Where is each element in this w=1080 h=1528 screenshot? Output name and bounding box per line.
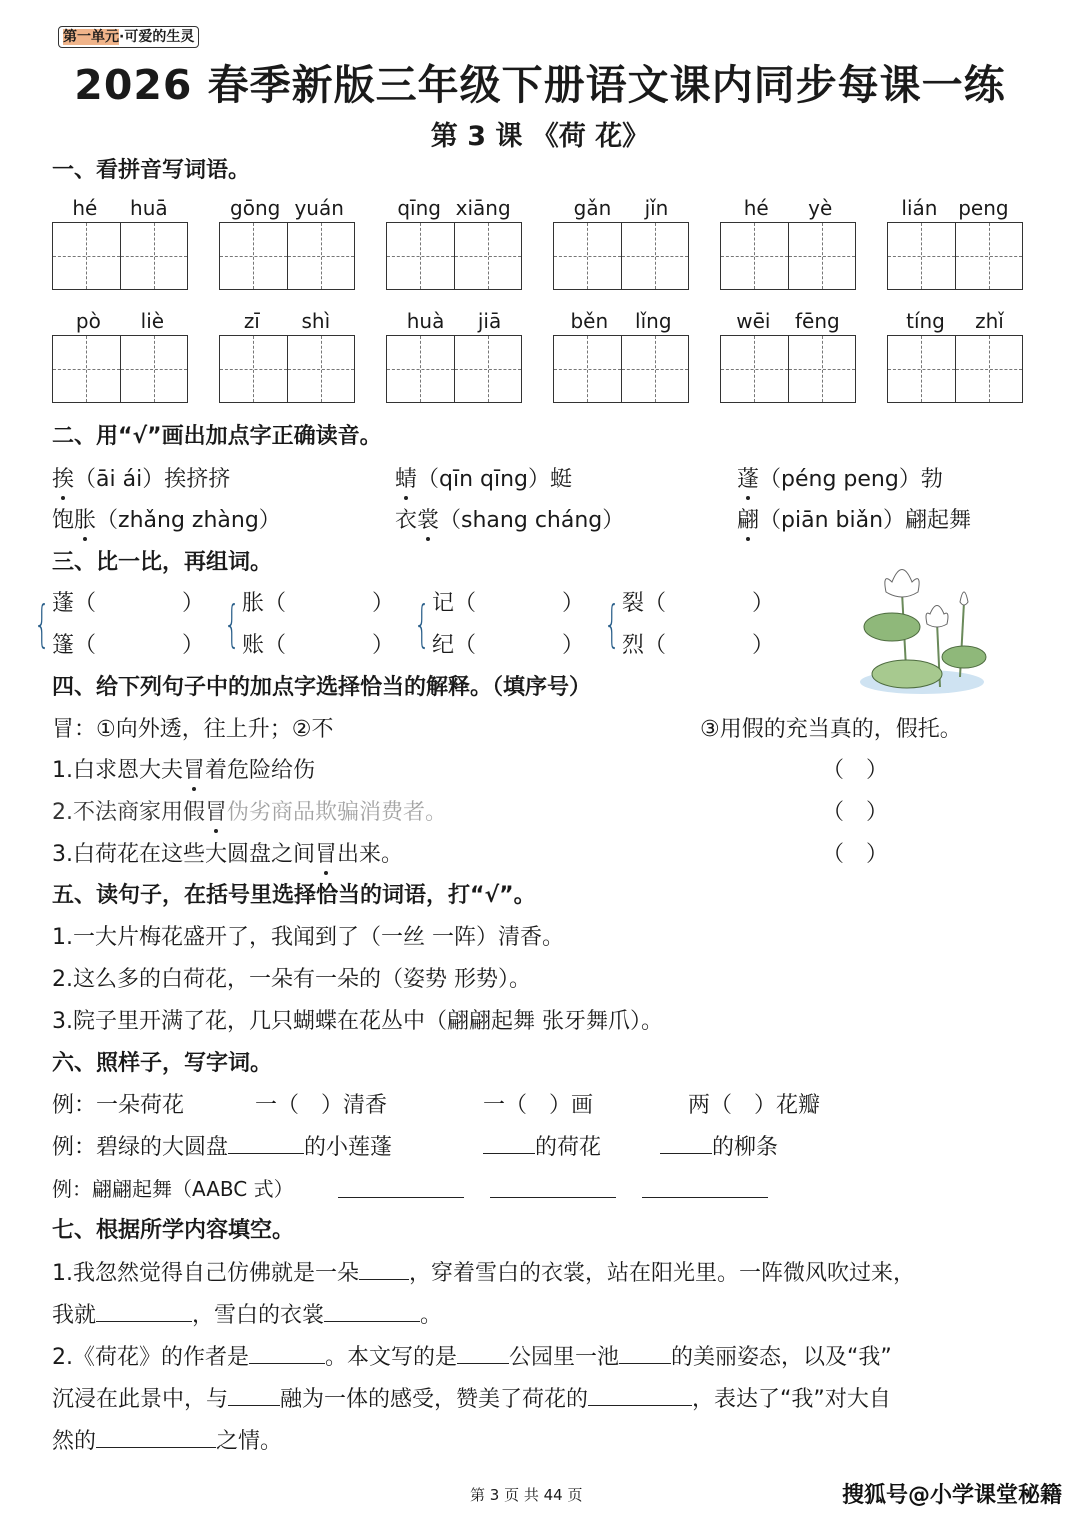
character-box[interactable] [53, 336, 120, 402]
answer-blank[interactable]: ） [562, 633, 585, 658]
pinyin-syllable: lǐng [635, 309, 672, 333]
page-title: 2026 春季新版三年级下册语文课内同步每课一练 [74, 61, 1006, 109]
blank[interactable] [228, 1132, 304, 1154]
pinyin-group [720, 194, 856, 290]
writing-boxes [553, 335, 689, 403]
writing-boxes [386, 222, 522, 290]
pinyin-syllable: qīng [397, 196, 441, 220]
pinyin [720, 194, 856, 222]
fill-item: 的柳条 [660, 1132, 778, 1163]
sentence-3: 3.院子里开满了花，几只蝴蝶在花丛中（翩翩起舞 张牙舞爪）。 [52, 1009, 663, 1034]
fill-item: 一（ ）画 [483, 1093, 594, 1118]
watermark: 搜狐号@小学课堂秘籍 [842, 1483, 1063, 1508]
pinyin [386, 194, 522, 222]
compare-char: 蓬（ [52, 591, 97, 616]
pinyin-group [720, 307, 856, 403]
unit-badge: 第一单元·可爱的生灵 [58, 26, 199, 48]
pronunciation-item: 衣裳（shang cháng） [395, 506, 624, 536]
compare-char: 篷（ [52, 633, 97, 658]
pinyin-syllable: yè [808, 196, 833, 220]
fill-line: 然的 之情。 [52, 1426, 282, 1457]
answer-blank[interactable]: （ ） [822, 842, 889, 867]
pinyin-syllable: huà [406, 309, 445, 333]
section-6-heading: 六、照样子，写字词。 [52, 1051, 273, 1076]
pinyin-group [52, 307, 188, 403]
blank[interactable] [96, 1426, 216, 1448]
pinyin [386, 307, 522, 335]
fill-item: 两（ ）花瓣 [688, 1093, 821, 1118]
pinyin-syllable: liè [140, 309, 165, 333]
character-box[interactable] [721, 336, 788, 402]
pronunciation-item: 翩（piān biǎn）翩起舞 [737, 506, 971, 536]
character-box[interactable] [287, 223, 355, 289]
pinyin [219, 194, 355, 222]
character-box[interactable] [888, 336, 955, 402]
writing-boxes [219, 222, 355, 290]
writing-boxes [52, 335, 188, 403]
pinyin-group [386, 307, 522, 403]
character-box[interactable] [387, 223, 454, 289]
pinyin-syllable: zhǐ [975, 309, 1004, 333]
character-box[interactable] [53, 223, 120, 289]
blank[interactable] [490, 1176, 616, 1198]
definition-right: ③用假的充当真的，假托。 [700, 717, 962, 742]
pinyin-syllable: wēi [736, 309, 771, 333]
character-box[interactable] [721, 223, 788, 289]
answer-blank[interactable]: ） [752, 591, 775, 616]
character-box[interactable] [955, 223, 1023, 289]
brace-icon: { [223, 595, 240, 653]
pinyin [720, 307, 856, 335]
answer-blank[interactable]: ） [752, 633, 775, 658]
character-box[interactable] [788, 336, 856, 402]
writing-boxes [720, 335, 856, 403]
pinyin-syllable: běn [570, 309, 609, 333]
pinyin-syllable: lián [901, 196, 938, 220]
writing-boxes [887, 222, 1023, 290]
character-box[interactable] [387, 336, 454, 402]
section-3-heading: 三、比一比，再组词。 [52, 550, 273, 575]
example-3: 例：翩翩起舞（AABC 式） [52, 1177, 294, 1201]
pinyin-syllable: yuán [294, 196, 344, 220]
pinyin-group [887, 194, 1023, 290]
writing-boxes [52, 222, 188, 290]
blank[interactable] [359, 1258, 409, 1280]
blank[interactable] [483, 1132, 535, 1154]
brace-icon: { [33, 595, 50, 653]
pinyin-group [52, 194, 188, 290]
writing-boxes [386, 335, 522, 403]
pinyin [887, 194, 1023, 222]
answer-blank[interactable]: ） [372, 633, 395, 658]
pinyin-syllable: shì [301, 309, 331, 333]
pronunciation-item: 蓬（péng peng）勃 [737, 465, 943, 495]
writing-boxes [553, 222, 689, 290]
character-box[interactable] [621, 223, 689, 289]
pinyin-syllable: fēng [795, 309, 840, 333]
example-2: 例：碧绿的大圆盘 的小莲蓬 [52, 1132, 392, 1163]
pinyin-group [553, 307, 689, 403]
lotus-illustration [852, 552, 987, 697]
character-box[interactable] [220, 223, 287, 289]
answer-blank[interactable]: ） [372, 591, 395, 616]
character-box[interactable] [621, 336, 689, 402]
fill-line: 2.《荷花》的作者是 。本文写的是 公园里一池 的美丽姿态，以及“我” [52, 1342, 892, 1373]
answer-blank[interactable]: （ ） [822, 800, 889, 825]
blank[interactable] [249, 1342, 325, 1364]
pinyin-group [887, 307, 1023, 403]
question-2: 2.不法商家用假冒伪劣商品欺骗消费者。 [52, 798, 447, 828]
pinyin-syllable: peng [958, 196, 1009, 220]
pinyin-syllable: huā [130, 196, 168, 220]
pinyin-syllable: hé [72, 196, 98, 220]
answer-blank[interactable]: ） [182, 633, 205, 658]
character-box[interactable] [120, 336, 188, 402]
answer-blank[interactable]: ） [562, 591, 585, 616]
blank[interactable] [338, 1176, 464, 1198]
sentence-1: 1.一大片梅花盛开了，我闻到了（一丝 一阵）清香。 [52, 925, 564, 950]
fill-line: 沉浸在此景中，与 融为一体的感受，赞美了荷花的 ，表达了“我”对大自 [52, 1384, 891, 1415]
compare-char: 烈（ [622, 633, 667, 658]
brace-icon: { [603, 595, 620, 653]
compare-char: 纪（ [432, 633, 477, 658]
pronunciation-item: 饱胀（zhǎng zhàng） [52, 506, 281, 536]
section-7-heading: 七、根据所学内容填空。 [52, 1218, 295, 1243]
blank[interactable] [619, 1342, 671, 1364]
pinyin [52, 194, 188, 222]
sentence-2: 2.这么多的白荷花，一朵有一朵的（姿势 形势）。 [52, 967, 531, 992]
pinyin [887, 307, 1023, 335]
blank[interactable] [642, 1176, 768, 1198]
answer-blank[interactable]: （ ） [822, 758, 889, 783]
character-box[interactable] [287, 336, 355, 402]
pronunciation-item: 挨（āi ái）挨挤挤 [52, 465, 230, 495]
writing-boxes [219, 335, 355, 403]
character-box[interactable] [454, 336, 522, 402]
fill-item: 的荷花 [483, 1132, 601, 1163]
pinyin-syllable: gǎn [573, 196, 612, 220]
fill-line: 我就 ，雪白的衣裳 。 [52, 1300, 442, 1331]
section-2-heading: 二、用“√”画出加点字正确读音。 [52, 424, 382, 449]
pinyin [52, 307, 188, 335]
blank[interactable] [228, 1384, 280, 1406]
pinyin-syllable: gōng [230, 196, 281, 220]
pinyin [553, 194, 689, 222]
blank[interactable] [96, 1300, 192, 1322]
fill-item: 一（ ）清香 [255, 1093, 388, 1118]
character-box[interactable] [220, 336, 287, 402]
blank[interactable] [324, 1300, 420, 1322]
character-box[interactable] [120, 223, 188, 289]
pinyin-syllable: zī [243, 309, 260, 333]
compare-char: 记（ [432, 591, 477, 616]
blank[interactable] [457, 1342, 509, 1364]
question-3: 3.白荷花在这些大圆盘之间冒出来。 [52, 840, 403, 870]
answer-blank[interactable]: ） [182, 591, 205, 616]
pinyin-group [386, 194, 522, 290]
section-4-heading: 四、给下列句子中的加点字选择恰当的解释。（填序号） [52, 675, 592, 700]
section-5-heading: 五、读句子，在括号里选择恰当的词语，打“√”。 [52, 883, 536, 908]
pinyin-syllable: jiā [477, 309, 502, 333]
pronunciation-item: 蜻（qīn qīng）蜓 [395, 465, 572, 495]
blank[interactable] [588, 1384, 692, 1406]
character-box[interactable] [788, 223, 856, 289]
pinyin-syllable: tíng [906, 309, 945, 333]
definition-left: 冒：①向外透，往上升；②不 [52, 717, 334, 742]
compare-char: 账（ [242, 633, 287, 658]
compare-char: 裂（ [622, 591, 667, 616]
compare-char: 胀（ [242, 591, 287, 616]
character-box[interactable] [955, 336, 1023, 402]
page-number: 第 3 页 共 44 页 [470, 1486, 583, 1504]
section-1-heading: 一、看拼音写词语。 [52, 158, 251, 183]
pinyin [219, 307, 355, 335]
pinyin-group [553, 194, 689, 290]
character-box[interactable] [454, 223, 522, 289]
writing-boxes [720, 222, 856, 290]
pinyin-group [219, 194, 355, 290]
question-1: 1.白求恩大夫冒着危险给伤 [52, 756, 315, 786]
lesson-title: 第 3 课 《荷 花》 [430, 121, 650, 152]
pinyin-syllable: hé [743, 196, 769, 220]
fill-line: 1.我忽然觉得自己仿佛就是一朵 ，穿着雪白的衣裳，站在阳光里。一阵微风吹过来， [52, 1258, 915, 1289]
character-box[interactable] [888, 223, 955, 289]
character-box[interactable] [554, 336, 621, 402]
pinyin-syllable: pò [75, 309, 101, 333]
blank[interactable] [660, 1132, 712, 1154]
pinyin-group [219, 307, 355, 403]
writing-boxes [887, 335, 1023, 403]
character-box[interactable] [554, 223, 621, 289]
brace-icon: { [413, 595, 430, 653]
pinyin [553, 307, 689, 335]
pinyin-syllable: jǐn [644, 196, 669, 220]
pinyin-syllable: xiāng [455, 196, 511, 220]
example-1: 例：一朵荷花 [52, 1093, 185, 1118]
